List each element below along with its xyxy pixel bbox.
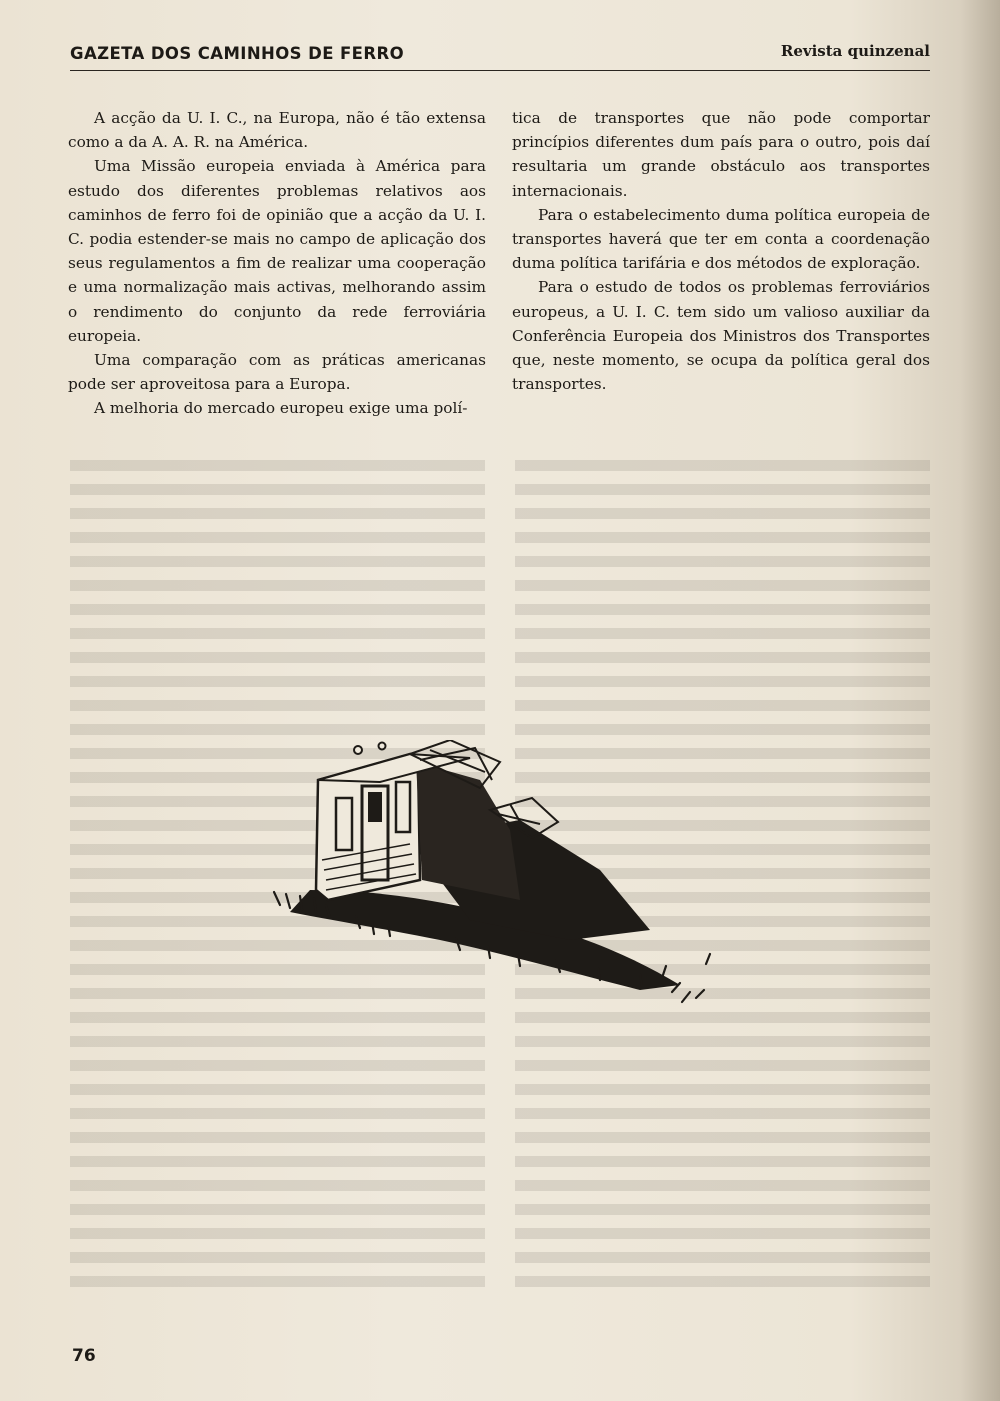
paragraph: tica de transportes que não pode comportar princípios diferentes dum país para o outro, pois daí resultaria um grande obstáculo aos transportes internacionais.: [512, 109, 930, 200]
paragraph: A melhoria do mercado europeu exige uma polí-: [94, 399, 468, 418]
journal-title: GAZETA DOS CAMINHOS DE FERRO: [70, 44, 404, 63]
paragraph: Uma Missão europeia enviada à América para estudo dos diferentes problemas relativos aos caminhos de ferro foi de opinião que a acção da U. I. C. podia estender-se mais no campo de aplicação dos seus regulamentos a fim de realizar uma cooperação e uma normalização mais activas, melhorando assim o rendimento do conjunto da rede ferroviária europeia.: [68, 157, 486, 345]
right-column: [512, 106, 930, 396]
running-header: [70, 42, 930, 71]
left-column: [68, 106, 486, 421]
paragraph: Para o estabelecimento duma política europeia de transportes haverá que ter em conta a coordenação duma política tarifária e dos métodos de exploração.: [512, 205, 930, 273]
page-number: 76: [72, 1346, 96, 1366]
journal-subtitle: Revista quinzenal: [780, 42, 930, 60]
paragraph: Uma comparação com as práticas americanas pode ser aproveitosa para a Europa.: [68, 351, 486, 394]
paragraph: A acção da U. I. C., na Europa, não é tão extensa como a da A. A. R. na América.: [68, 109, 486, 152]
electric-locomotive-sketch-icon: [270, 740, 730, 1010]
paragraph: Para o estudo de todos os problemas ferroviários europeus, a U. I. C. tem sido um valioso auxiliar da Conferência Europeia dos Ministros dos Transportes que, neste momento, se ocupa da política geral dos transportes.: [512, 278, 930, 394]
